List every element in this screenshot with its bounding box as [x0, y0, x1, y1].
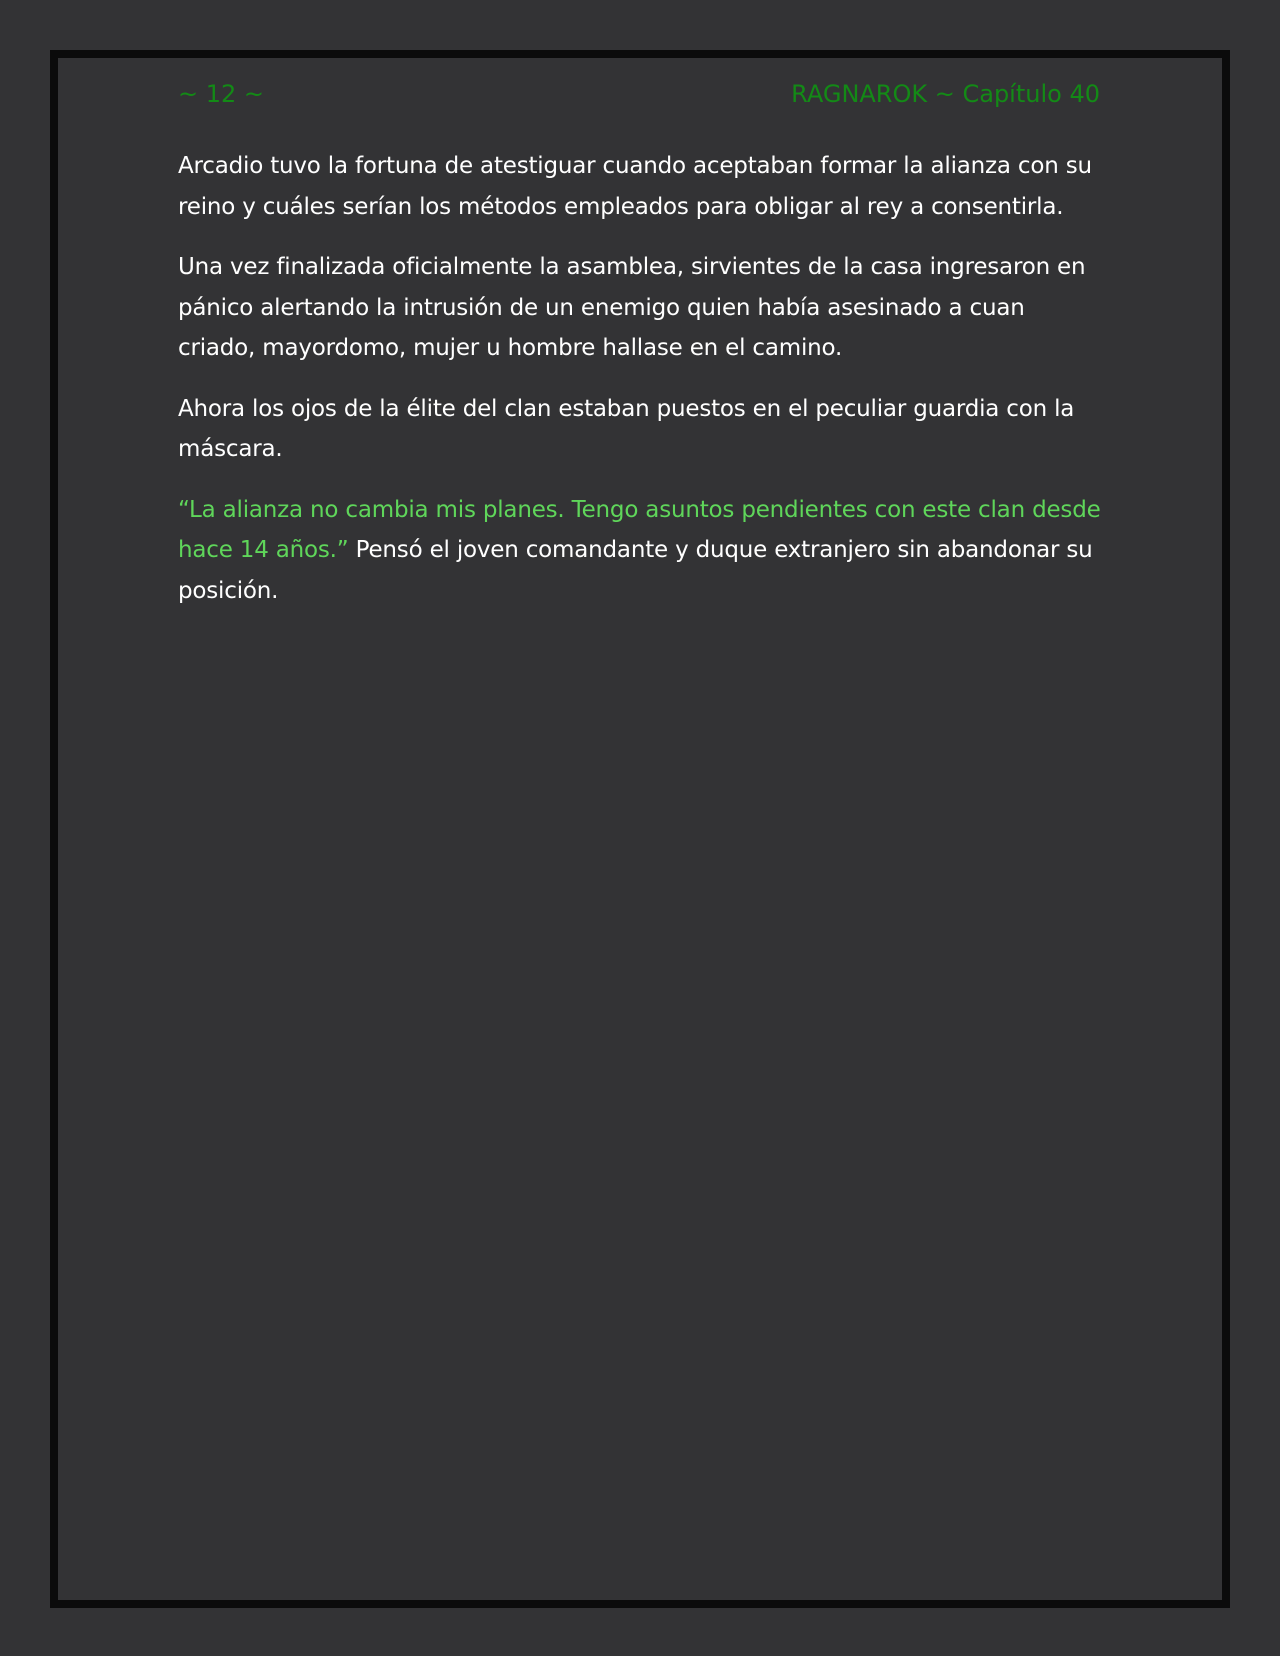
narration-text: Pensó el joven comandante y duque extranjero sin abandonar su posición.	[178, 537, 1093, 604]
paragraph-4	[178, 490, 1104, 612]
page-number: ~ 12 ~	[178, 80, 265, 108]
paragraph-3: Ahora los ojos de la élite del clan estaban puestos en el peculiar guardia con la máscara.	[178, 395, 1075, 462]
paragraph-2: Una vez finalizada oficialmente la asamblea, sirvientes de la casa ingresaron en pánico alertando la intrusión de un enemigo quien había asesinado a cuan criado, mayordomo, mujer u hombre hallase en el camino.	[178, 254, 1086, 361]
running-title: RAGNAROK ~ Capítulo 40	[791, 80, 1100, 108]
paragraph-1: Arcadio tuvo la fortuna de atestiguar cuando aceptaban formar la alianza con su reino y cuáles serían los métodos empleados para obligar al rey a consentirla.	[178, 153, 1092, 220]
character-thought: “La alianza no cambia mis planes. Tengo asuntos pendientes con este clan desde hace 14 años.”	[178, 496, 1101, 563]
document-body	[178, 146, 1104, 631]
